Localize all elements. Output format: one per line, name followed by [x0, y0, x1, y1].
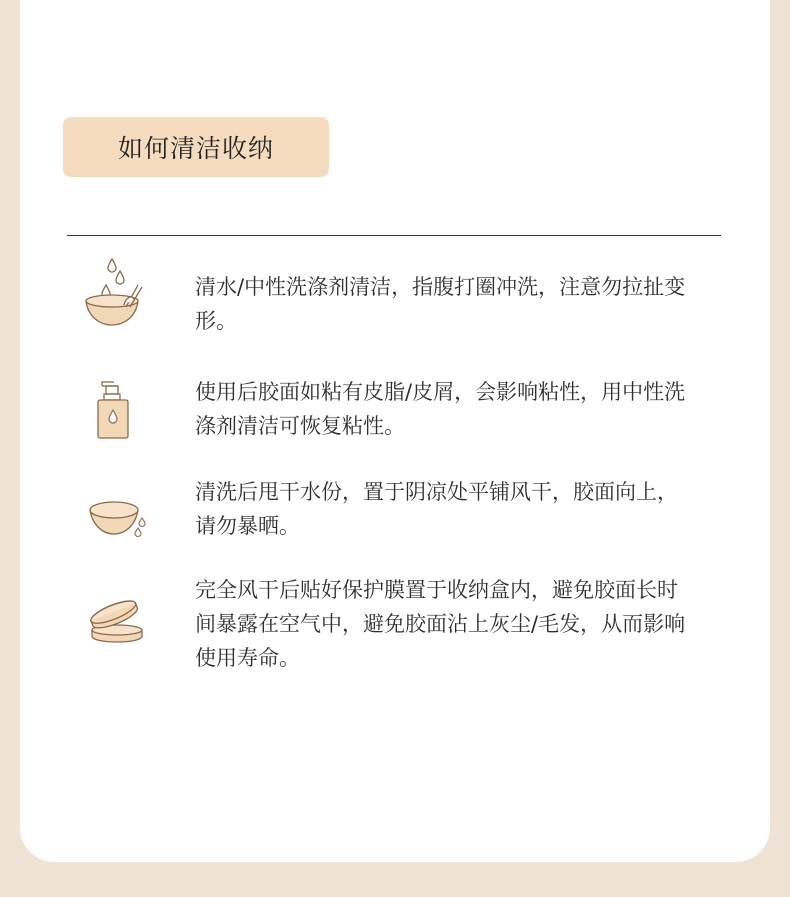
cleanser-bottle-icon	[88, 378, 138, 442]
step-text: 使用后胶面如粘有皮脂/皮屑，会影响粘性，用中性洗涤剂清洁可恢复粘性。	[195, 380, 686, 438]
step-text: 清洗后甩干水份，置于阴凉处平铺风干，胶面向上，请勿暴晒。	[195, 480, 678, 538]
section-title: 如何清洁收纳	[63, 117, 329, 177]
storage-box-icon	[86, 596, 148, 646]
drying-bowl-icon	[84, 490, 150, 544]
washing-bowl-icon	[80, 255, 146, 335]
step-text: 完全风干后贴好保护膜置于收纳盒内，避免胶面长时间暴露在空气中，避免胶面沾上灰尘/毛发，从而影响使用寿命。	[195, 578, 686, 670]
step-text: 清水/中性洗涤剂清洁，指腹打圈冲洗，注意勿拉扯变形。	[195, 275, 686, 333]
divider	[67, 235, 721, 236]
